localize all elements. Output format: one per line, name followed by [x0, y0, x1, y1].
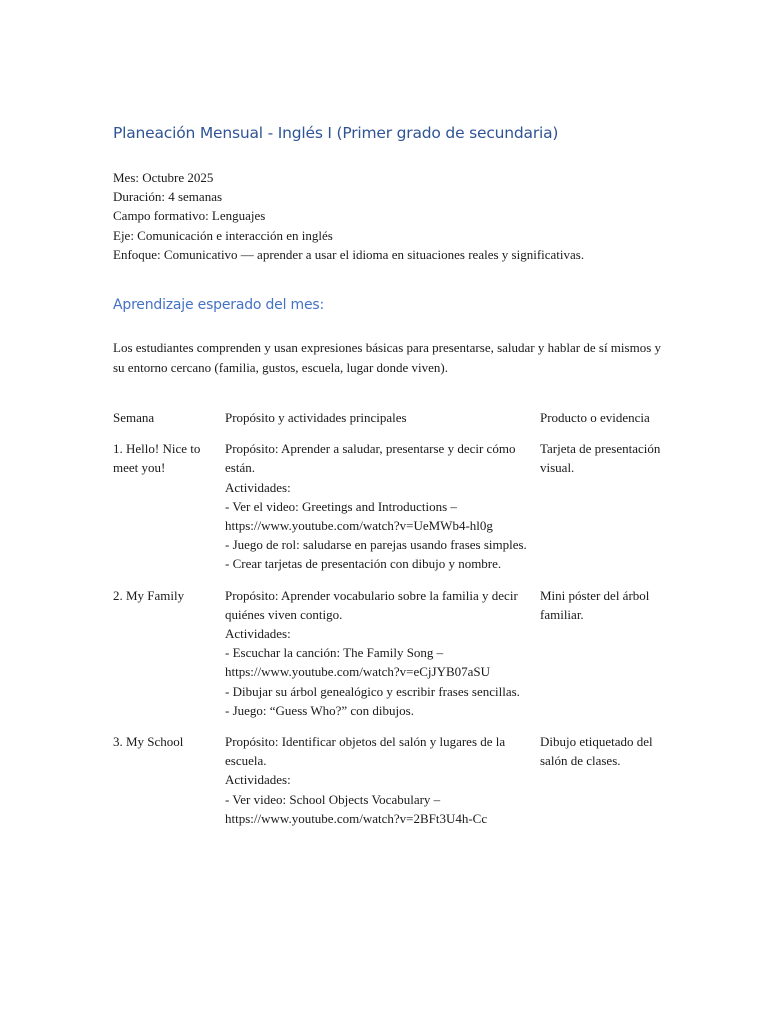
purpose-cell: [225, 732, 540, 840]
meta-approach: Enfoque: Comunicativo — aprender a usar el idioma en situaciones reales y significativas.: [113, 246, 585, 262]
activity-item: - Ver el video: Greetings and Introductions – https://www.youtube.com/watch?v=UeMWb4-hl0g: [225, 498, 493, 534]
table-row: [113, 439, 673, 585]
document-metadata: [113, 168, 673, 264]
header-week-label: Semana: [113, 410, 155, 425]
week-cell: [113, 586, 225, 732]
activities-label: Actividades:: [225, 479, 291, 495]
table-row: [113, 732, 673, 840]
activity-item: - Juego: “Guess Who?” con dibujos.: [225, 702, 414, 718]
activities-label: Actividades:: [225, 772, 291, 788]
meta-formative-field: Campo formativo: Lenguajes: [113, 208, 266, 224]
activity-item: - Dibujar su árbol genealógico y escribir frases sencillas.: [225, 683, 520, 699]
product-label: Tarjeta de presentación visual.: [540, 441, 661, 476]
week-cell: [113, 439, 225, 585]
week-cell: [113, 732, 225, 840]
week-label: 3. My School: [113, 734, 184, 750]
header-product-label: Producto o evidencia: [540, 410, 650, 425]
purpose-cell: [225, 586, 540, 732]
table-row: [113, 586, 673, 732]
product-cell: [540, 586, 673, 732]
header-purpose: [225, 408, 540, 439]
activity-item: - Juego de rol: saludarse en parejas usando frases simples.: [225, 537, 527, 553]
product-label: Mini póster del árbol familiar.: [540, 587, 650, 622]
activity-item: - Crear tarjetas de presentación con dibujo y nombre.: [225, 556, 502, 572]
page-title: Planeación Mensual - Inglés I (Primer grado de secundaria): [113, 124, 559, 142]
header-week: [113, 408, 225, 439]
meta-axis: Eje: Comunicación e interacción en inglés: [113, 227, 333, 243]
meta-month: Mes: Octubre 2025: [113, 170, 214, 185]
purpose-line: Propósito: Aprender a saludar, presentarse y decir cómo están.: [225, 441, 516, 476]
activities-label: Actividades:: [225, 626, 291, 642]
header-purpose-label: Propósito y actividades principales: [225, 410, 407, 425]
header-product: [540, 408, 673, 439]
meta-duration: Duración: 4 semanas: [113, 189, 223, 205]
product-label: Dibujo etiquetado del salón de clases.: [540, 734, 653, 769]
product-cell: [540, 439, 673, 585]
activity-item: - Escuchar la canción: The Family Song – https://www.youtube.com/watch?v=eCjJYB07aSU: [225, 645, 491, 680]
week-label: 2. My Family: [113, 587, 185, 603]
purpose-line: Propósito: Aprender vocabulario sobre la familia y decir quiénes viven contigo.: [225, 587, 518, 622]
purpose-cell: [225, 439, 540, 585]
intro-paragraph: Los estudiantes comprenden y usan expresiones básicas para presentarse, saludar y hablar de sí mismos y su entorno cercano (familia, gustos, escuela, lugar donde viven).: [113, 340, 662, 375]
product-cell: [540, 732, 673, 840]
activity-item: - Ver video: School Objects Vocabulary – https://www.youtube.com/watch?v=2BFt3U4h-Cc: [225, 791, 488, 826]
section-heading: Aprendizaje esperado del mes:: [113, 297, 325, 313]
purpose-line: Propósito: Identificar objetos del salón y lugares de la escuela.: [225, 734, 506, 769]
plan-table: [113, 408, 673, 840]
table-header-row: [113, 408, 673, 439]
week-label: 1. Hello! Nice to meet you!: [113, 441, 201, 476]
